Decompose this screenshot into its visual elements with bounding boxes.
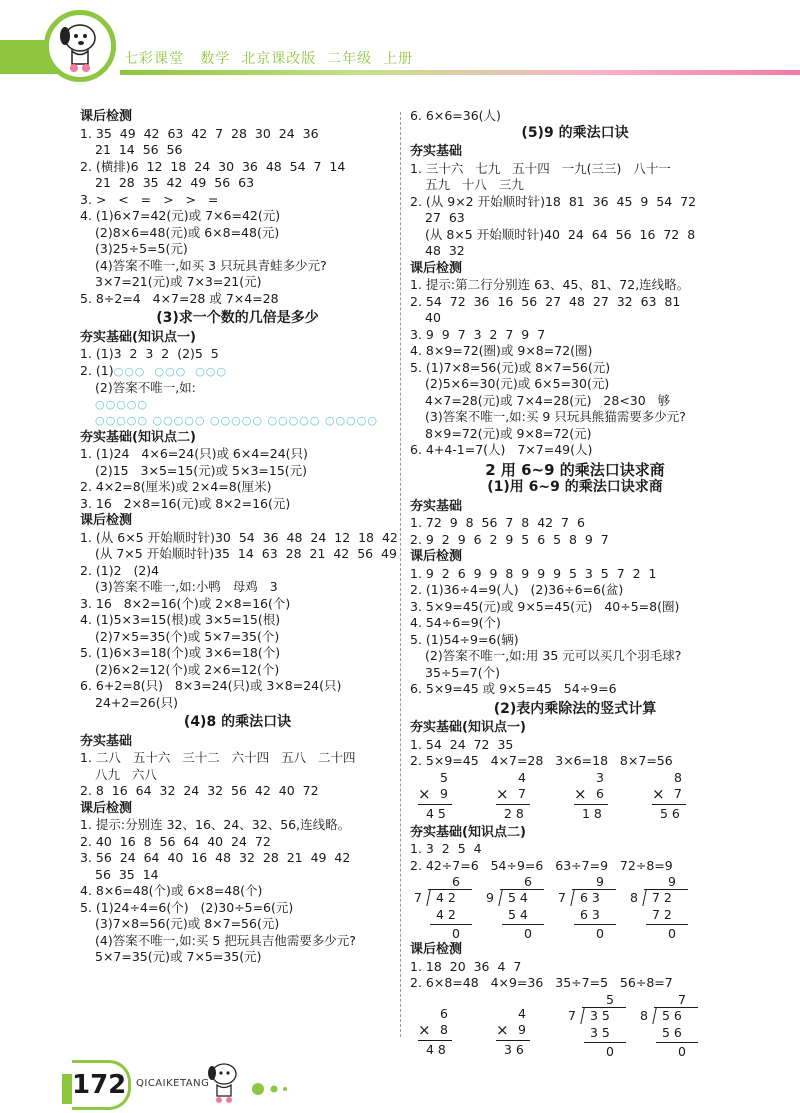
answer-line: 八九 六八	[95, 766, 157, 782]
partial-product: 3 5	[590, 1024, 610, 1040]
remainder: 0	[596, 926, 604, 941]
answer-line: 4. 8×6=48(个)或 6×8=48(个)	[80, 883, 263, 898]
answer-line: (2)5×6=30(元)或 6×5=30(元)	[425, 376, 610, 391]
partial-product: 7 2	[652, 907, 672, 922]
lesson-title: (5)9 的乘法口诀	[521, 124, 629, 141]
section-label: 课后检测	[410, 942, 463, 957]
remainder: 0	[452, 926, 460, 941]
multiplier: 9	[518, 1021, 526, 1037]
answer-line: 五九 十八 三九	[425, 177, 524, 192]
footer-dots-icon	[252, 1082, 292, 1096]
edition-name: 北京课改版	[241, 51, 317, 67]
column-divider	[400, 112, 401, 1037]
answer-line: 1. 提示:分别连 32、16、24、32、56,连线略。	[80, 817, 351, 832]
dividend: 5 4	[508, 890, 528, 905]
dividend: 3 5	[590, 1007, 610, 1023]
subject-name: 数学	[200, 51, 231, 67]
answer-line: 6. 4+4-1=7(人) 7×7=49(人)	[410, 442, 593, 457]
answer-line: 1. (1)24 4×6=24(只)或 6×4=24(只)	[80, 446, 308, 461]
volume-name: 上册	[383, 51, 414, 67]
header-title	[124, 48, 413, 68]
calc-rule	[418, 804, 452, 805]
division-bracket	[580, 1008, 584, 1024]
answer-line: 5. (1)7×8=56(元)或 8×7=56(元)	[410, 359, 611, 375]
lesson-title: (1)用 6~9 的乘法口诀求商	[487, 479, 663, 495]
times-sign: ×	[418, 1020, 431, 1039]
answer-line: 2. (1)2 (2)4	[80, 562, 160, 578]
answer-line: 6. 6×6=36(人)	[410, 108, 501, 123]
answer-line: 3. 56 24 64 40 16 48 32 28 21 49 42	[80, 850, 351, 865]
section-label: 夯实基础	[410, 498, 463, 514]
answer-line: (3)答案不唯一,如:买 9 只玩具熊猫需要多少元?	[425, 409, 686, 424]
section-label: 夯实基础	[80, 733, 133, 749]
page-footer	[62, 1030, 762, 1110]
answer-line: 1. (从 6×5 开始顺时针)30 54 36 48 24 12 18 42	[80, 529, 398, 545]
divisor: 7	[568, 1007, 576, 1023]
division-bracket	[498, 890, 502, 906]
section-label: 课后检测	[410, 260, 463, 276]
calc-rule	[502, 924, 544, 925]
long-division	[558, 874, 624, 958]
answer-line: 40	[425, 310, 441, 325]
product: 4 5	[426, 805, 446, 821]
section-label: 课后检测	[410, 549, 463, 564]
multiplicand: 8	[674, 769, 682, 785]
remainder: 0	[668, 926, 676, 941]
product: 5 6	[660, 805, 680, 821]
division-bracket	[642, 890, 646, 906]
multiplicand: 4	[518, 769, 526, 785]
answer-line: 48 32	[425, 243, 465, 258]
multiplicand: 6	[440, 1005, 448, 1021]
answer-line: 5. 8÷2=4 4×7=28 或 7×4=28	[80, 290, 279, 306]
section-label: 课后检测	[80, 109, 133, 124]
answer-line: 3. 16 2×8=16(元)或 8×2=16(元)	[80, 495, 291, 511]
answer-line: 4. (1)5×3=15(根)或 3×5=15(根)	[80, 612, 281, 627]
divisor: 7	[558, 890, 566, 905]
multiplicand: 3	[596, 769, 604, 785]
answer-line: (3)答案不唯一,如:小鸭 母鸡 3	[95, 579, 278, 594]
page-header	[0, 0, 800, 78]
vertical-multiplication	[496, 770, 564, 828]
lesson-title: (3)求一个数的几倍是多少	[156, 310, 319, 326]
divisor: 9	[486, 890, 494, 905]
answer-line: (2)7×5=35(个)或 5×7=35(个)	[95, 628, 280, 644]
lesson-title: (2)表内乘除法的竖式计算	[493, 700, 657, 717]
header-gradient-line	[120, 70, 800, 75]
left-column	[80, 108, 398, 966]
multiplier: 6	[596, 785, 604, 801]
answer-line: (从 7×5 开始顺时针)35 14 63 28 21 42 56 49	[95, 546, 397, 561]
answer-line: 24+2=26(只)	[95, 694, 178, 710]
multiplicand: 4	[518, 1005, 526, 1021]
answer-line: 1. 提示:第二行分别连 63、45、81、72,连线略。	[410, 277, 690, 292]
answer-line: 27 63	[425, 210, 465, 225]
times-sign: ×	[496, 1020, 509, 1039]
divisor: 8	[640, 1007, 648, 1023]
answer-line: 2. 9 2 9 6 2 9 5 6 5 8 9 7	[410, 531, 609, 547]
quotient: 6	[524, 874, 532, 889]
answer-line: 8×9=72(元)或 9×8=72(元)	[425, 425, 592, 441]
quotient: 6	[452, 874, 460, 889]
answer-line: (2)答案不唯一,如:	[95, 380, 196, 395]
answer-line: 56 35 14	[95, 866, 159, 882]
calc-rule	[574, 924, 616, 925]
multiplier: 9	[440, 785, 448, 801]
remainder: 0	[606, 1043, 614, 1059]
answer-line: 1. 二八 五十六 三十二 六十四 五八 二十四	[80, 750, 356, 765]
partial-product: 4 2	[436, 907, 456, 922]
answer-line: 3. 16 8×2=16(个)或 2×8=16(个)	[80, 595, 291, 611]
dividend: 5 6	[662, 1007, 682, 1023]
answer-line: 5. (1)54÷9=6(辆)	[410, 631, 519, 647]
remainder: 0	[524, 926, 532, 941]
answer-line: 2. 8 16 64 32 24 32 56 42 40 72	[80, 783, 319, 798]
calc-rule	[652, 804, 686, 805]
answer-line: (4)答案不唯一,如:买 5 把玩具吉他需要多少元?	[95, 932, 356, 948]
answer-line: (4)答案不唯一,如买 3 只玩具青蛙多少元?	[95, 257, 327, 273]
product: 2 8	[504, 805, 524, 821]
section-label: 课后检测	[80, 513, 133, 528]
answer-line: 21 28 35 42 49 56 63	[95, 175, 255, 190]
calc-rule	[574, 804, 608, 805]
multiplier: 7	[674, 785, 682, 801]
times-sign: ×	[652, 784, 665, 803]
division-bracket	[570, 890, 574, 906]
dividend: 4 2	[436, 890, 456, 905]
circle-group-icon: ○○○ ○○○ ○○○	[113, 364, 227, 378]
partial-product: 5 6	[662, 1024, 682, 1040]
division-bracket	[652, 1008, 656, 1024]
answer-line: 1. 72 9 8 56 7 8 42 7 6	[410, 515, 585, 530]
section-label: 夯实基础(知识点二)	[410, 824, 526, 840]
answer-line: 2. 4×2=8(厘米)或 2×4=8(厘米)	[80, 479, 272, 494]
multiplicand: 5	[440, 769, 448, 785]
dividend: 7 2	[652, 890, 672, 905]
circle-group-icon: ○○○○○ ○○○○○ ○○○○○ ○○○○○ ○○○○○	[95, 413, 378, 427]
answer-line: 4. (1)6×7=42(元)或 7×6=42(元)	[80, 208, 281, 223]
mascot-dog-icon	[52, 18, 108, 76]
mascot-dog-icon	[202, 1058, 246, 1106]
long-division	[630, 874, 696, 958]
section-label: 夯实基础(知识点二)	[80, 429, 196, 445]
answer-text: 2. (1)	[80, 362, 114, 378]
answer-line: 2. (1)36÷4=9(人) (2)36÷6=6(盆)	[410, 582, 624, 597]
answer-line: 5×7=35(元)或 7×5=35(元)	[95, 949, 262, 964]
answer-line: 1. 18 20 36 4 7	[410, 958, 522, 974]
answer-line: 35÷5=7(个)	[425, 664, 501, 680]
quotient: 9	[668, 874, 676, 889]
answer-line	[80, 363, 395, 381]
divisor: 7	[414, 890, 422, 905]
product: 3 6	[504, 1041, 524, 1057]
answer-line: 1. 35 49 42 63 42 7 28 30 24 36	[80, 125, 319, 141]
lesson-title: (4)8 的乘法口诀	[183, 714, 292, 730]
calc-rule	[496, 804, 530, 805]
calc-rule	[430, 924, 472, 925]
answer-line: 3×7=21(元)或 7×3=21(元)	[95, 274, 262, 289]
answer-line: (3)25÷5=5(元)	[95, 241, 188, 256]
answer-line: (2)答案不唯一,如:用 35 元可以买几个羽毛球?	[425, 648, 682, 663]
vertical-multiplication	[652, 770, 720, 828]
answer-line: (2)15 3×5=15(元)或 5×3=15(元)	[95, 462, 308, 478]
times-sign: ×	[496, 784, 509, 803]
answer-line: 6. 6+2=8(只) 8×3=24(只)或 3×8=24(只)	[80, 678, 342, 693]
section-label: 夯实基础(知识点一)	[80, 329, 196, 345]
quotient: 9	[596, 874, 604, 889]
page-number: 172	[72, 1060, 131, 1110]
unit-title: 2 用 6~9 的乘法口诀求商	[485, 460, 665, 479]
answer-line: 21 14 56 56	[95, 142, 183, 157]
vertical-multiplication	[574, 770, 642, 828]
quotient: 7	[678, 991, 686, 1007]
answer-line: 2. 6×8=48 4×9=36 35÷7=5 56÷8=7	[410, 975, 673, 990]
answer-line: 1. 3 2 5 4	[410, 841, 482, 856]
answer-line: 2. 42÷7=6 54÷9=6 63÷7=9 72÷8=9	[410, 857, 673, 873]
partial-product: 6 3	[580, 907, 600, 922]
grade-name: 二年级	[327, 51, 373, 67]
quotient: 5	[606, 991, 614, 1007]
vertical-multiplication-row	[410, 770, 740, 824]
answer-line: (2)6×2=12(个)或 2×6=12(个)	[95, 661, 280, 677]
product: 1 8	[582, 805, 602, 821]
footer-brand: QICAIKETANG	[136, 1078, 210, 1089]
answer-line: (3)7×8=56(元)或 8×7=56(元)	[95, 916, 280, 931]
answer-line: 4. 54÷6=9(个)	[410, 615, 501, 630]
answer-line: 2. 5×9=45 4×7=28 3×6=18 8×7=56	[410, 753, 673, 768]
answer-line: 2. (横排)6 12 18 24 30 36 48 54 7 14	[80, 158, 346, 174]
answer-line: 3. 9 9 7 3 2 7 9 7	[410, 326, 546, 342]
answer-line: 1. 54 24 72 35	[410, 736, 514, 752]
multiplier: 8	[440, 1021, 448, 1037]
answer-line: 1. 9 2 6 9 9 8 9 9 9 5 3 5 7 2 1	[410, 565, 657, 581]
vertical-multiplication	[418, 770, 486, 828]
divisor: 8	[630, 890, 638, 905]
answer-line: 4. 8×9=72(圈)或 9×8=72(圈)	[410, 343, 593, 358]
answer-line: 5. (1)6×3=18(个)或 3×6=18(个)	[80, 645, 281, 660]
long-division-row	[410, 874, 740, 954]
answer-line: 2. (从 9×2 开始顺时针)18 81 36 45 9 54 72	[410, 193, 697, 209]
answer-line: 2. 54 72 36 16 56 27 48 27 32 63 81	[410, 293, 681, 309]
answer-line: 2. 40 16 8 56 64 40 24 72	[80, 833, 271, 849]
answer-line: 6. 5×9=45 或 9×5=45 54÷9=6	[410, 681, 617, 696]
section-label: 夯实基础	[410, 144, 463, 159]
times-sign: ×	[418, 784, 431, 803]
answer-line: 3. > < = > > =	[80, 191, 219, 207]
section-label: 夯实基础(知识点一)	[410, 720, 526, 735]
answer-line: 4×7=28(元)或 7×4=28(元) 28<30 够	[425, 392, 671, 408]
answer-line: (从 8×5 开始顺时针)40 24 64 56 16 72 8	[425, 226, 696, 242]
answer-line: 1. 三十六 七九 五十四 一九(三三) 八十一	[410, 160, 671, 176]
multiplier: 7	[518, 785, 526, 801]
remainder: 0	[678, 1043, 686, 1059]
answer-line: 1. (1)3 2 3 2 (2)5 5	[80, 346, 219, 361]
long-division	[486, 874, 552, 958]
product: 4 8	[426, 1041, 446, 1057]
long-division	[414, 874, 480, 958]
partial-product: 5 4	[508, 907, 528, 922]
dividend: 6 3	[580, 890, 600, 905]
division-bracket	[426, 890, 430, 906]
answer-line: 5. (1)24÷4=6(个) (2)30÷5=6(元)	[80, 899, 294, 915]
series-name: 七彩课堂	[124, 51, 184, 67]
times-sign: ×	[574, 784, 587, 803]
calc-rule	[646, 924, 688, 925]
right-column	[410, 108, 740, 1062]
section-label: 课后检测	[80, 800, 133, 816]
answer-line: (2)8×6=48(元)或 6×8=48(元)	[95, 224, 280, 240]
circle-group-icon: ○○○○○	[95, 397, 148, 411]
answer-line: 3. 5×9=45(元)或 9×5=45(元) 40÷5=8(圈)	[410, 598, 680, 614]
